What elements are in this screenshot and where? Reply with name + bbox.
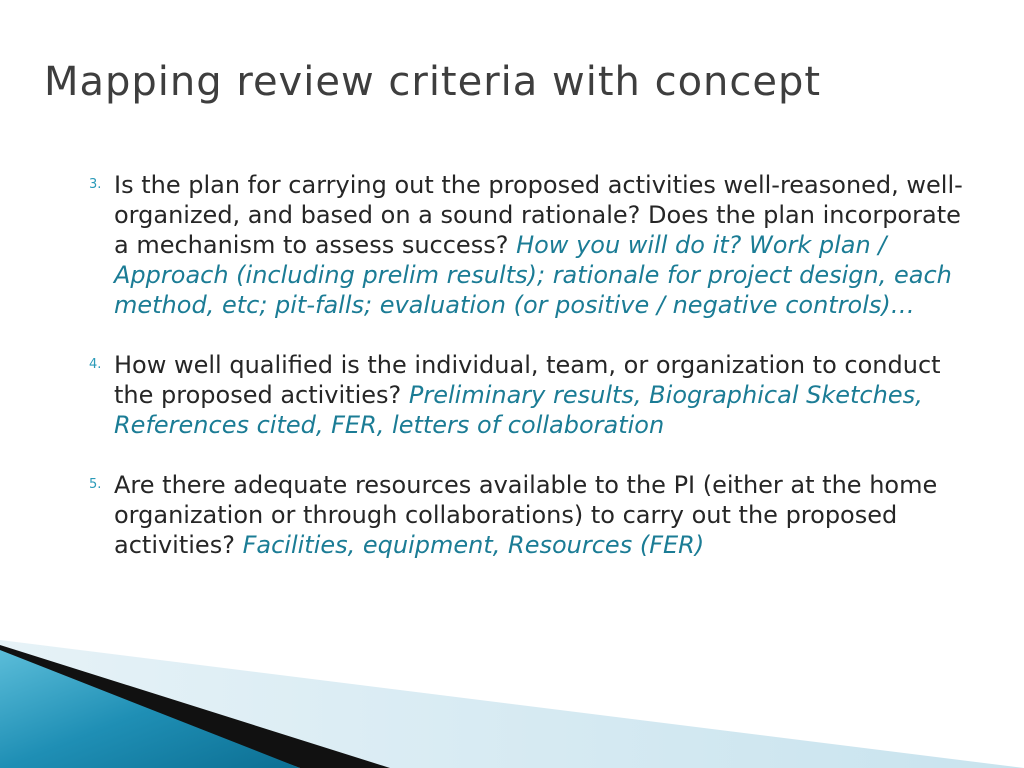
criteria-list <box>66 170 966 590</box>
item-question: Is the plan for carrying out the proposed activities well-reasoned, well-organized, and based on a sound rationale? Does the plan incorporate a mechanism to assess success? <box>114 171 963 259</box>
corner-decoration <box>0 600 1024 768</box>
item-note: Preliminary results, Biographical Sketches, References cited, FER, letters of collaboration <box>114 381 923 439</box>
item-question: How well qualified is the individual, team, or organization to conduct the proposed activities? <box>114 351 941 409</box>
item-number: 5. <box>89 477 102 492</box>
list-item <box>66 350 966 440</box>
item-note: How you will do it? Work plan / Approach (including prelim results); rationale for project design, each method, etc; pit-falls; evaluation (or positive / negative controls)… <box>114 231 952 319</box>
list-item <box>66 170 966 320</box>
item-number: 4. <box>89 357 102 372</box>
item-number: 3. <box>89 177 102 192</box>
list-item <box>66 470 966 560</box>
item-question: Are there adequate resources available to the PI (either at the home organization or through collaborations) to carry out the proposed activities? <box>114 471 938 559</box>
item-note: Facilities, equipment, Resources (FER) <box>242 531 705 559</box>
slide-title: Mapping review criteria with concept <box>44 59 822 105</box>
